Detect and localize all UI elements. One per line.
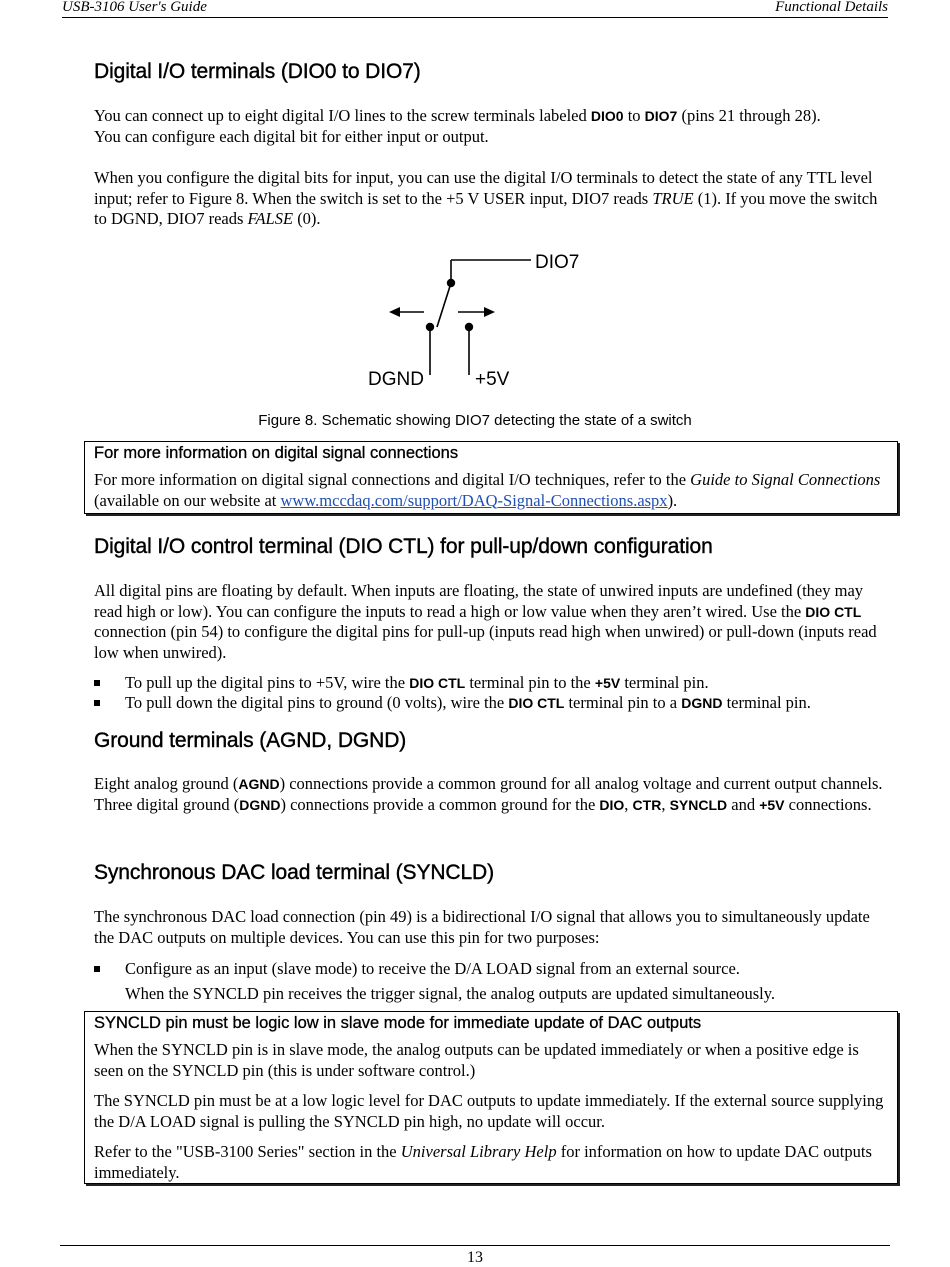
heading-dio-ctl: Digital I/O control terminal (DIO CTL) for pull-up/down configuration	[94, 535, 713, 558]
text: terminal pin.	[620, 673, 709, 692]
page-header	[62, 0, 888, 18]
label-dio7: DIO7	[535, 252, 580, 273]
note-title: SYNCLD pin must be logic low in slave mode for immediate update of DAC outputs	[94, 1014, 702, 1032]
term: AGND	[238, 776, 280, 792]
text: (pins 21 through 28).	[677, 106, 821, 125]
text: and	[727, 794, 760, 814]
header-section-title: Functional Details	[775, 0, 888, 15]
note-box-syncld	[84, 1011, 898, 1184]
term: DIO	[599, 796, 625, 813]
term: SYNCLD	[669, 796, 728, 813]
figure-caption: Figure 8. Schematic showing DIO7 detecting the state of a switch	[258, 412, 692, 429]
text: for information on how to update DAC outputs immediately.	[94, 1142, 872, 1182]
help-title: Universal Library Help	[400, 1142, 557, 1161]
note-text	[94, 470, 884, 511]
note-box-digital-signals	[84, 441, 898, 514]
text: (available on our website at	[94, 490, 281, 510]
text: terminal pin to a	[564, 693, 682, 712]
text: connection (pin 54) to configure the digital pins for pull-up (inputs read high when unwired) or pull-down (inputs read low when unwired).	[94, 622, 877, 662]
switch-blade	[437, 283, 451, 327]
list-item-text	[125, 673, 709, 693]
switch-schematic	[0, 245, 950, 395]
list-item-subtext-text: When the SYNCLD pin receives the trigger signal, the analog outputs are updated simultaneously.	[125, 984, 776, 1003]
text: terminal pin to the	[465, 673, 595, 692]
right-arrow-head	[484, 307, 495, 317]
text: You can configure each digital bit for either input or output.	[94, 126, 489, 146]
text: Refer to the "USB-3100 Series" section in the	[94, 1142, 401, 1161]
text: ) connections provide a common ground for the	[280, 794, 600, 814]
paragraph-syncld: The synchronous DAC load connection (pin 49) is a bidirectional I/O signal that allows you to simultaneously update the DAC outputs on multiple devices. You can use this pin for two purposes:	[94, 907, 870, 947]
text: (1). If you move the switch to DGND, DIO7 reads	[94, 188, 878, 228]
signal-connections-link[interactable]: www.mccdaq.com/support/DAQ-Signal-Connections.aspx	[280, 490, 668, 510]
text: ).	[667, 490, 678, 510]
page-number: 13	[467, 1249, 483, 1266]
dgnd-contact	[426, 323, 434, 331]
text-false: FALSE	[247, 209, 294, 228]
text: You can connect up to eight digital I/O lines to the screw terminals labeled	[94, 106, 591, 125]
heading-syncld: Synchronous DAC load terminal (SYNCLD)	[94, 861, 495, 884]
text: connections.	[784, 794, 872, 814]
text: ,	[661, 794, 670, 814]
footer-divider	[60, 1245, 890, 1246]
paragraph-dio-ctl	[94, 581, 890, 663]
term: +5V	[759, 796, 785, 813]
heading-ground-terminals: Ground terminals (AGND, DGND)	[94, 729, 407, 752]
note-paragraph: When the SYNCLD pin is in slave mode, the analog outputs can be updated immediately or when a positive edge is seen on the SYNCLD pin (this is under software control.)	[94, 1040, 859, 1080]
switch-common-node	[447, 279, 455, 287]
list-item-text: Configure as an input (slave mode) to receive the D/A LOAD signal from an external source.	[125, 959, 740, 978]
5v-contact	[465, 323, 473, 331]
text: All digital pins are floating by default. When inputs are floating, the state of unwired inputs are undefined (they may read high or low). You can configure the inputs to read a high or low value when they aren’t wired. Use the	[94, 581, 864, 621]
text: to	[623, 106, 645, 125]
label-5v: +5V	[475, 369, 510, 390]
note-paragraph	[94, 1142, 884, 1183]
text-true: TRUE	[652, 188, 694, 208]
paragraph-dio-intro	[94, 106, 894, 147]
text: To pull down the digital pins to ground (0 volts), wire the	[125, 693, 509, 712]
text: ,	[624, 794, 633, 814]
term: CTR	[632, 796, 662, 813]
left-arrow-head	[389, 307, 400, 317]
bullet-icon	[94, 680, 100, 686]
term: DIO CTL	[409, 675, 466, 691]
text: When you configure the digital bits for input, you can use the digital I/O terminals to detect the state of any TTL level input; refer to Figure 8. When the switch is set to the +5 V USER input, DIO7 reads	[94, 168, 873, 208]
text: (0).	[293, 209, 321, 228]
term: DGND	[681, 695, 723, 711]
term: +5V	[594, 675, 621, 691]
term: DGND	[239, 796, 281, 813]
text: To pull up the digital pins to +5V, wire the	[125, 673, 410, 692]
term-dio-ctl: DIO CTL	[805, 603, 862, 620]
bullet-icon	[94, 700, 100, 706]
term-dio7: DIO7	[644, 108, 678, 124]
list-item-text	[125, 693, 811, 713]
header-doc-title: USB-3106 User's Guide	[62, 0, 207, 15]
note-title: For more information on digital signal connections	[94, 444, 459, 462]
term: DIO CTL	[508, 695, 565, 711]
text: Eight analog ground (	[94, 774, 239, 793]
guide-title: Guide to Signal Connections	[690, 470, 881, 489]
text: ) connections provide a common ground for all analog voltage and current output channels. Three digital ground (	[94, 774, 883, 814]
label-dgnd: DGND	[368, 369, 424, 390]
text: terminal pin.	[722, 693, 811, 712]
bullet-icon	[94, 966, 100, 972]
paragraph-ground	[94, 774, 890, 815]
note-paragraph: The SYNCLD pin must be at a low logic level for DAC outputs to update immediately. If the external source supplying the D/A LOAD signal is pulling the SYNCLD pin high, no update will occur.	[94, 1091, 884, 1131]
text: For more information on digital signal connections and digital I/O techniques, refer to the	[94, 470, 691, 489]
term-dio0: DIO0	[590, 108, 624, 124]
paragraph-dio-input	[94, 168, 884, 230]
heading-digital-io: Digital I/O terminals (DIO0 to DIO7)	[94, 60, 421, 83]
